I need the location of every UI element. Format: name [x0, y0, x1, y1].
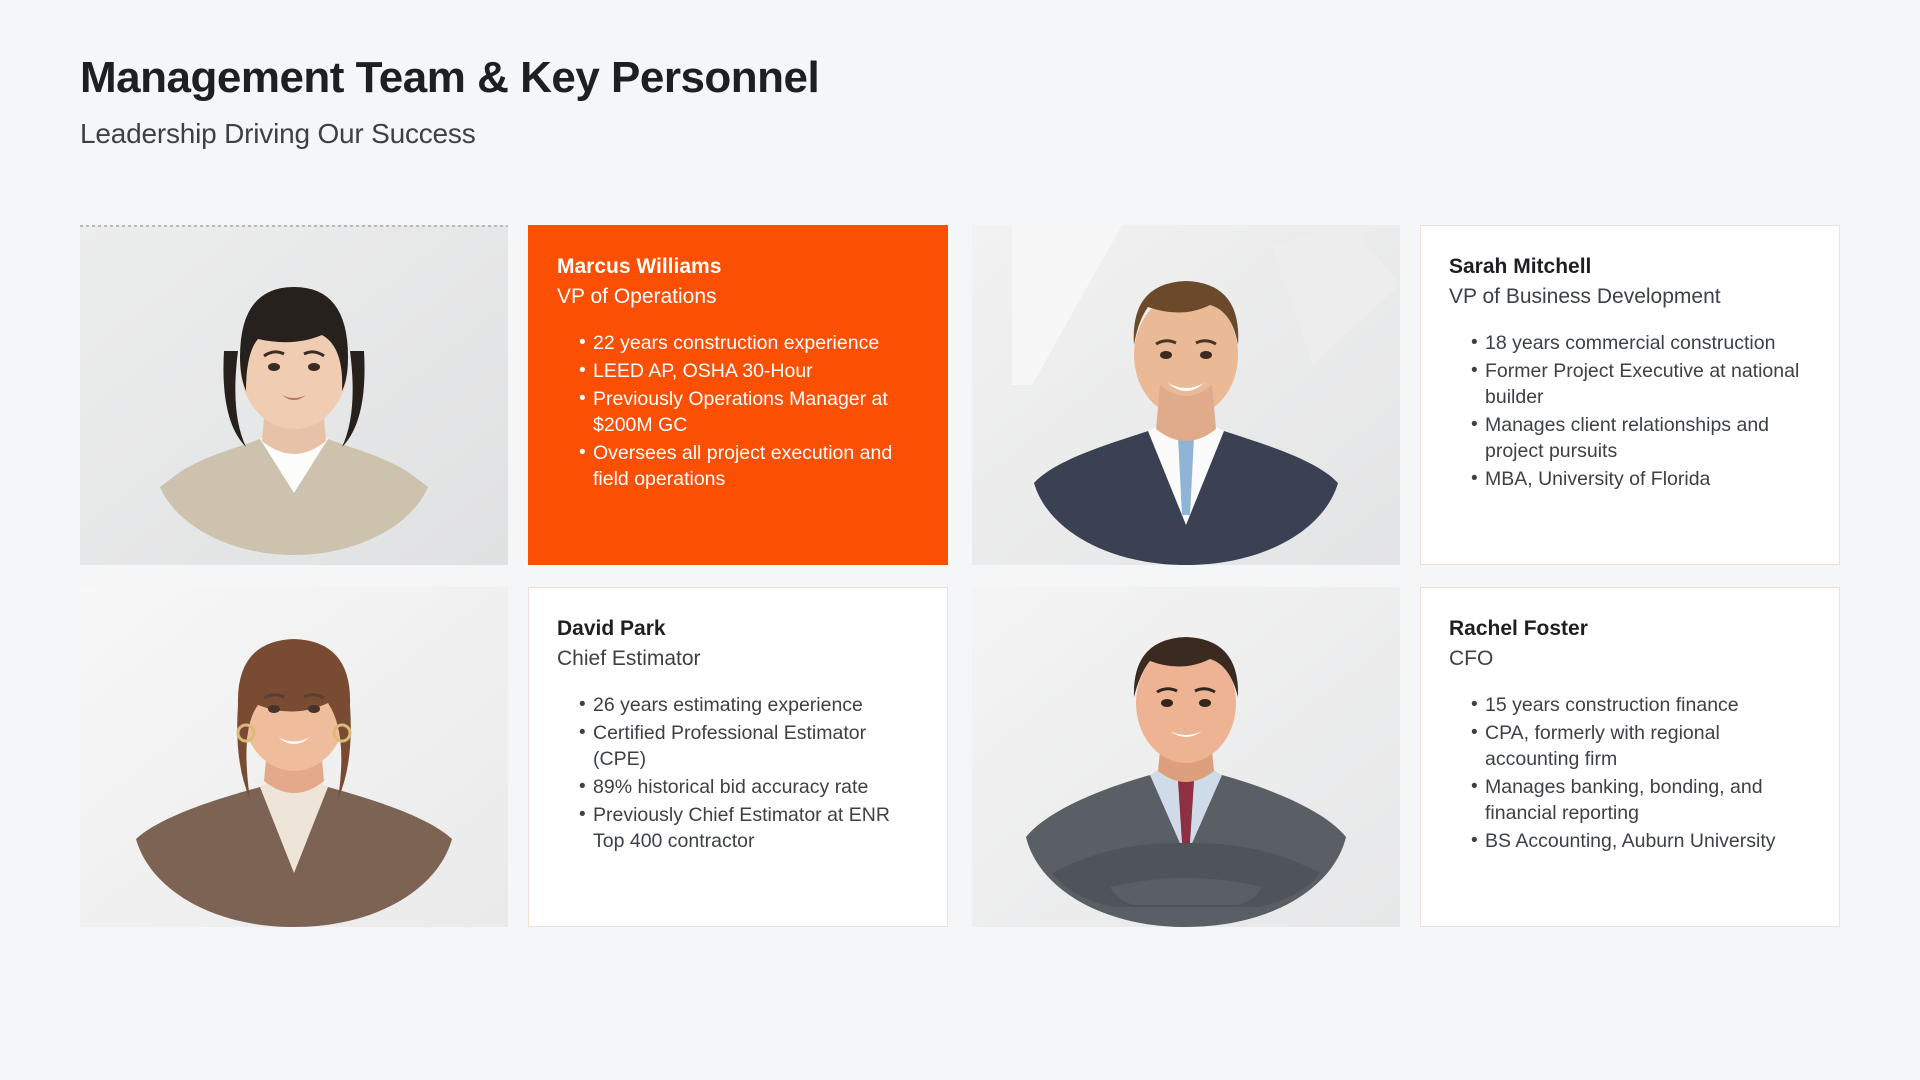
team-member-card: [80, 225, 948, 565]
list-item: • MBA, University of Florida: [1471, 467, 1811, 493]
list-item: • Previously Chief Estimator at ENR Top 400 contractor: [579, 803, 919, 855]
member-role: Chief Estimator: [557, 647, 701, 671]
page-subtitle: Leadership Driving Our Success: [80, 118, 476, 150]
list-item: • Previously Operations Manager at $200M GC: [579, 387, 919, 439]
list-item: • BS Accounting, Auburn University: [1471, 829, 1811, 855]
list-item: • Certified Professional Estimator (CPE): [579, 721, 919, 773]
member-photo: [972, 587, 1400, 927]
member-name: Marcus Williams: [557, 255, 722, 278]
list-item: • 26 years estimating experience: [579, 693, 919, 719]
member-name: Sarah Mitchell: [1449, 255, 1592, 278]
member-role: VP of Operations: [557, 285, 717, 309]
list-item: • Oversees all project execution and field operations: [579, 441, 919, 493]
member-role: CFO: [1449, 647, 1494, 671]
list-item: • 18 years commercial construction: [1471, 331, 1811, 357]
list-item: • LEED AP, OSHA 30-Hour: [579, 359, 919, 385]
member-info: [1420, 225, 1840, 565]
list-item: • Former Project Executive at national builder: [1471, 359, 1811, 411]
list-item: • CPA, formerly with regional accounting firm: [1471, 721, 1811, 773]
member-bullets: [1449, 693, 1811, 855]
team-member-card: [80, 587, 948, 927]
team-member-card: [972, 587, 1840, 927]
portrait-woman-beige-blazer-image: [80, 225, 508, 565]
member-name: David Park: [557, 617, 666, 640]
list-item: • 89% historical bid accuracy rate: [579, 775, 919, 801]
list-item: • 15 years construction finance: [1471, 693, 1811, 719]
member-bullets: [557, 331, 919, 493]
member-info: [1420, 587, 1840, 927]
portrait-man-navy-suit-blue-tie-image: [972, 225, 1400, 565]
member-role: VP of Business Development: [1449, 285, 1721, 309]
member-photo: [972, 225, 1400, 565]
portrait-woman-brown-blazer-image: [80, 587, 508, 927]
photo-dotted-edge: [80, 225, 508, 227]
member-info: [528, 225, 948, 565]
list-item: • Manages client relationships and project pursuits: [1471, 413, 1811, 465]
page-title: Management Team & Key Personnel: [80, 53, 820, 102]
team-member-card: [972, 225, 1840, 565]
member-info: [528, 587, 948, 927]
portrait-man-grey-suit-crossed-arms-image: [972, 587, 1400, 927]
list-item: • 22 years construction experience: [579, 331, 919, 357]
member-name: Rachel Foster: [1449, 617, 1588, 640]
member-bullets: [1449, 331, 1811, 493]
list-item: • Manages banking, bonding, and financial reporting: [1471, 775, 1811, 827]
member-bullets: [557, 693, 919, 855]
member-photo: [80, 225, 508, 565]
team-grid: [80, 225, 1840, 927]
member-photo: [80, 587, 508, 927]
